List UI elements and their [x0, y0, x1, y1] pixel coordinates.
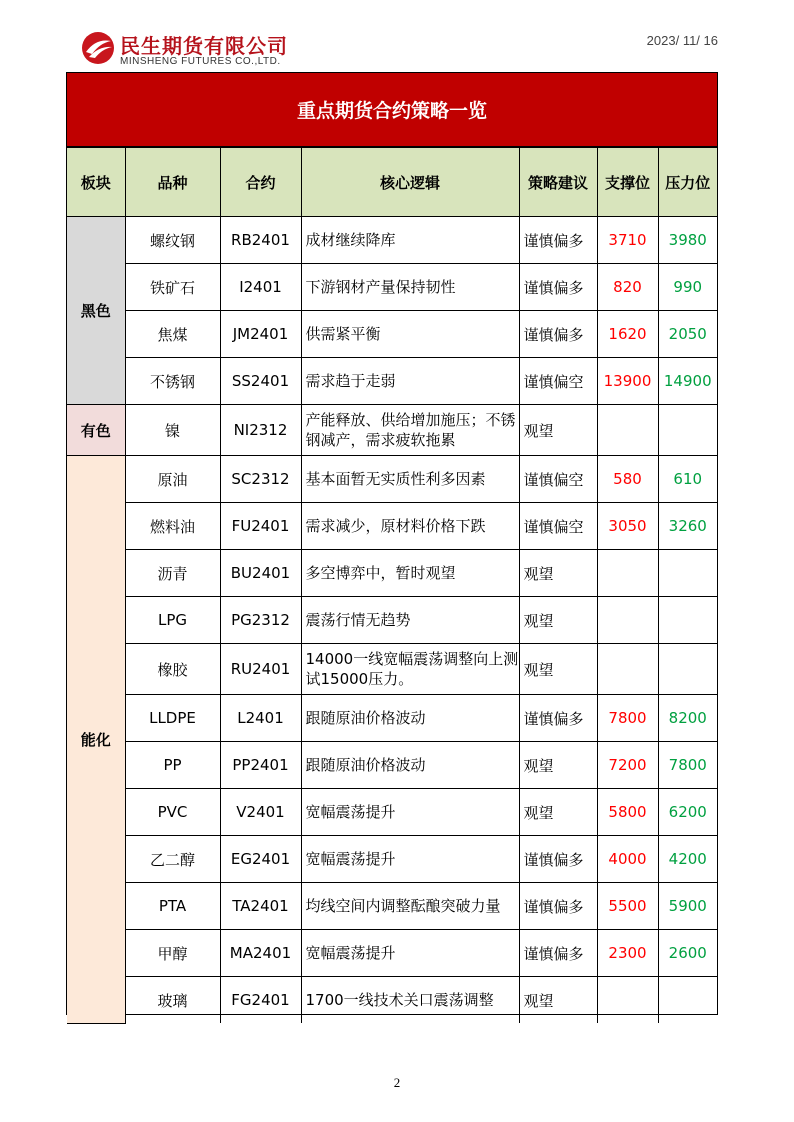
table-row: [67, 644, 717, 695]
support-cell: 7800: [597, 695, 658, 742]
resistance-cell: 4200: [658, 836, 717, 883]
support-cell: 5800: [597, 789, 658, 836]
strategy-cell: 谨慎偏多: [519, 264, 597, 311]
variety-cell: PTA: [125, 883, 220, 930]
resistance-cell: 8200: [658, 695, 717, 742]
strategy-cell: 观望: [519, 644, 597, 695]
support-cell: 580: [597, 456, 658, 503]
variety-cell: LPG: [125, 597, 220, 644]
variety-cell: 玻璃: [125, 977, 220, 1024]
strategy-table-frame: [66, 72, 718, 1015]
core-logic-cell: 宽幅震荡提升: [301, 836, 519, 883]
strategy-cell: 观望: [519, 742, 597, 789]
table-row: [67, 883, 717, 930]
core-logic-cell: 跟随原油价格波动: [301, 742, 519, 789]
header-variety: 品种: [125, 148, 220, 217]
core-logic-cell: 基本面暂无实质性利多因素: [301, 456, 519, 503]
contract-cell: SS2401: [220, 358, 301, 405]
logo-chinese-name: 民生期货有限公司: [120, 34, 288, 58]
contract-cell: L2401: [220, 695, 301, 742]
resistance-cell: [658, 977, 717, 1024]
table-row: [67, 503, 717, 550]
logo-english-name: MINSHENG FUTURES CO.,LTD.: [120, 56, 281, 67]
core-logic-cell: 1700一线技术关口震荡调整: [301, 977, 519, 1024]
contract-cell: SC2312: [220, 456, 301, 503]
variety-cell: 铁矿石: [125, 264, 220, 311]
support-cell: 820: [597, 264, 658, 311]
variety-cell: 镍: [125, 405, 220, 456]
table-row: [67, 695, 717, 742]
resistance-cell: [658, 597, 717, 644]
support-cell: [597, 550, 658, 597]
contract-cell: MA2401: [220, 930, 301, 977]
report-date: 2023/ 11/ 16: [646, 33, 718, 48]
strategy-cell: 观望: [519, 789, 597, 836]
variety-cell: 焦煤: [125, 311, 220, 358]
contract-cell: PG2312: [220, 597, 301, 644]
contract-cell: V2401: [220, 789, 301, 836]
resistance-cell: [658, 550, 717, 597]
table-row: [67, 977, 717, 1024]
core-logic-cell: 成材继续降库: [301, 217, 519, 264]
table-row: [67, 217, 717, 264]
header-support: 支撑位: [597, 148, 658, 217]
resistance-cell: 2600: [658, 930, 717, 977]
table-row: [67, 930, 717, 977]
variety-cell: PP: [125, 742, 220, 789]
contract-cell: FU2401: [220, 503, 301, 550]
contract-cell: RB2401: [220, 217, 301, 264]
core-logic-cell: 跟随原油价格波动: [301, 695, 519, 742]
resistance-cell: 7800: [658, 742, 717, 789]
support-cell: 3050: [597, 503, 658, 550]
contract-cell: FG2401: [220, 977, 301, 1024]
table-row: [67, 311, 717, 358]
page-header: [0, 0, 794, 72]
resistance-cell: 2050: [658, 311, 717, 358]
header-strategy: 策略建议: [519, 148, 597, 217]
strategy-cell: 观望: [519, 550, 597, 597]
resistance-cell: 990: [658, 264, 717, 311]
core-logic-cell: 宽幅震荡提升: [301, 789, 519, 836]
core-logic-cell: 需求减少，原材料价格下跌: [301, 503, 519, 550]
minsheng-logo-icon: [80, 30, 116, 66]
table-row: [67, 742, 717, 789]
table-row: [67, 789, 717, 836]
variety-cell: 橡胶: [125, 644, 220, 695]
table-row: [67, 456, 717, 503]
core-logic-cell: 产能释放、供给增加施压；不锈钢减产，需求疲软拖累: [301, 405, 519, 456]
core-logic-cell: 均线空间内调整酝酿突破力量: [301, 883, 519, 930]
strategy-cell: 谨慎偏多: [519, 695, 597, 742]
support-cell: [597, 644, 658, 695]
variety-cell: 乙二醇: [125, 836, 220, 883]
variety-cell: 螺纹钢: [125, 217, 220, 264]
resistance-cell: 6200: [658, 789, 717, 836]
variety-cell: 燃料油: [125, 503, 220, 550]
strategy-table: [67, 147, 717, 1024]
contract-cell: PP2401: [220, 742, 301, 789]
strategy-cell: 谨慎偏多: [519, 217, 597, 264]
sector-cell: 黑色: [67, 217, 125, 405]
resistance-cell: 14900: [658, 358, 717, 405]
strategy-cell: 观望: [519, 405, 597, 456]
support-cell: 5500: [597, 883, 658, 930]
resistance-cell: 5900: [658, 883, 717, 930]
header-contract: 合约: [220, 148, 301, 217]
strategy-cell: 谨慎偏空: [519, 358, 597, 405]
variety-cell: 甲醇: [125, 930, 220, 977]
variety-cell: PVC: [125, 789, 220, 836]
core-logic-cell: 下游钢材产量保持韧性: [301, 264, 519, 311]
strategy-cell: 观望: [519, 977, 597, 1024]
contract-cell: JM2401: [220, 311, 301, 358]
support-cell: 13900: [597, 358, 658, 405]
resistance-cell: [658, 405, 717, 456]
table-row: [67, 836, 717, 883]
contract-cell: EG2401: [220, 836, 301, 883]
support-cell: [597, 597, 658, 644]
variety-cell: 原油: [125, 456, 220, 503]
support-cell: 2300: [597, 930, 658, 977]
support-cell: 7200: [597, 742, 658, 789]
core-logic-cell: 供需紧平衡: [301, 311, 519, 358]
variety-cell: 不锈钢: [125, 358, 220, 405]
sector-cell: 能化: [67, 456, 125, 1024]
strategy-cell: 谨慎偏多: [519, 836, 597, 883]
table-row: [67, 550, 717, 597]
core-logic-cell: 宽幅震荡提升: [301, 930, 519, 977]
header-sector: 板块: [67, 148, 125, 217]
strategy-cell: 谨慎偏空: [519, 503, 597, 550]
resistance-cell: [658, 644, 717, 695]
strategy-cell: 谨慎偏多: [519, 883, 597, 930]
support-cell: [597, 977, 658, 1024]
support-cell: [597, 405, 658, 456]
core-logic-cell: 多空博弈中，暂时观望: [301, 550, 519, 597]
table-row: [67, 597, 717, 644]
resistance-cell: 3980: [658, 217, 717, 264]
company-logo: [80, 28, 320, 72]
strategy-cell: 谨慎偏空: [519, 456, 597, 503]
contract-cell: I2401: [220, 264, 301, 311]
support-cell: 1620: [597, 311, 658, 358]
page-number: 2: [393, 1075, 401, 1090]
table-row: [67, 358, 717, 405]
support-cell: 4000: [597, 836, 658, 883]
strategy-cell: 观望: [519, 597, 597, 644]
table-row: [67, 264, 717, 311]
contract-cell: NI2312: [220, 405, 301, 456]
header-core-logic: 核心逻辑: [301, 148, 519, 217]
resistance-cell: 3260: [658, 503, 717, 550]
resistance-cell: 610: [658, 456, 717, 503]
sector-cell: 有色: [67, 405, 125, 456]
contract-cell: RU2401: [220, 644, 301, 695]
contract-cell: TA2401: [220, 883, 301, 930]
core-logic-cell: 震荡行情无趋势: [301, 597, 519, 644]
table-header-row: [67, 148, 717, 217]
variety-cell: LLDPE: [125, 695, 220, 742]
table-title: 重点期货合约策略一览: [67, 73, 717, 147]
strategy-cell: 谨慎偏多: [519, 311, 597, 358]
core-logic-cell: 14000一线宽幅震荡调整向上测试15000压力。: [301, 644, 519, 695]
header-resistance: 压力位: [658, 148, 717, 217]
support-cell: 3710: [597, 217, 658, 264]
table-row: [67, 405, 717, 456]
variety-cell: 沥青: [125, 550, 220, 597]
strategy-cell: 谨慎偏多: [519, 930, 597, 977]
core-logic-cell: 需求趋于走弱: [301, 358, 519, 405]
table-body: [67, 217, 717, 1024]
contract-cell: BU2401: [220, 550, 301, 597]
